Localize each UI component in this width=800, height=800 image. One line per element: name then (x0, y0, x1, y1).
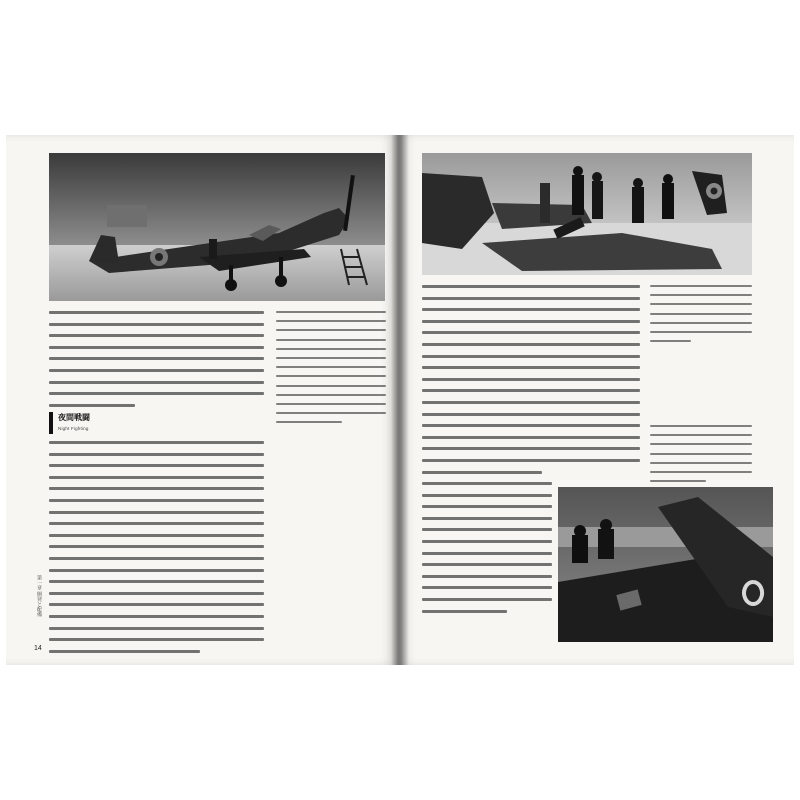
section-heading: 夜間戦闘 (58, 413, 90, 422)
section-heading-bar (49, 412, 53, 434)
right-body-text-block-2 (422, 482, 552, 621)
spitfire-ground-photo (49, 153, 385, 301)
section-subtitle: Night Fighting (58, 426, 89, 431)
right-caption-middle (650, 425, 752, 489)
body-text-block-2 (49, 441, 264, 661)
book-gutter (391, 135, 409, 665)
body-text-block-1 (49, 311, 264, 415)
photo-caption-text (276, 311, 386, 430)
hurricane-night-fighter-photo (558, 487, 773, 642)
crashed-aircraft-photo (422, 153, 752, 275)
right-caption-top (650, 285, 752, 349)
right-page (398, 135, 794, 665)
right-body-text-block-1 (422, 285, 640, 482)
running-head: 第一章 開発と配備 (36, 575, 42, 617)
page-number: 14 (34, 645, 42, 652)
book-spread (6, 135, 794, 665)
left-page (6, 135, 398, 665)
